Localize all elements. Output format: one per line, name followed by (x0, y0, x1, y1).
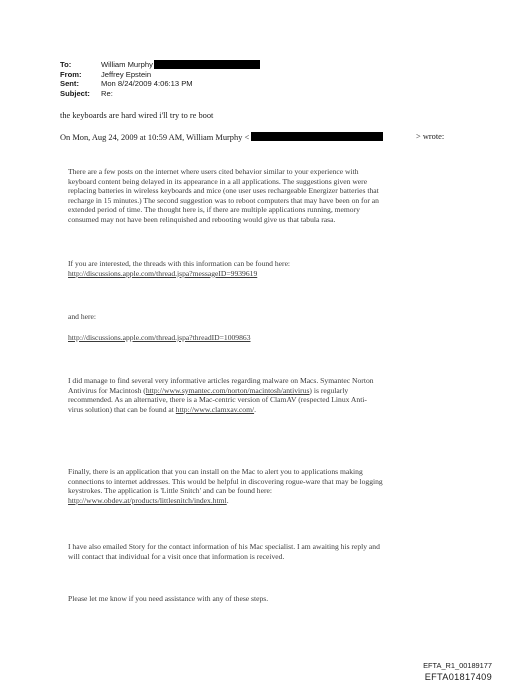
paragraph-threads (68, 259, 452, 278)
paragraph-thread-2 (68, 333, 452, 343)
text-line: replacing batteries in wireless keyboards and mice (one user uses rechargeable Energizer batteries that (68, 186, 379, 195)
paragraph-suggestions (68, 167, 452, 224)
sent-row (60, 79, 360, 89)
redaction-box (154, 60, 260, 69)
reply-text: the keyboards are hard wired i'll try to re boot (60, 111, 214, 120)
bates-number-small: EFTA_R1_00189177 (423, 661, 492, 670)
text-segment: . (254, 404, 256, 414)
thread-link-1[interactable]: http://discussions.apple.com/thread.jspa?messageID=9939619 (68, 268, 258, 278)
text-line (68, 405, 452, 415)
symantec-link[interactable]: http://www.symantec.com/norton/macintosh/antivirus (145, 385, 310, 395)
text-line: extended period of time. The thought here is, if there are multiple applications running, memory (68, 205, 360, 214)
text-line: recharge in 15 minutes.) The second suggestion was to reboot computers that may have been on for an (68, 195, 379, 205)
to-row (60, 60, 360, 70)
text-line: Finally, there is an application that you can install on the Mac to alert you to applications making (68, 467, 363, 476)
to-value: William Murphy (101, 60, 153, 69)
sent-label: Sent: (60, 79, 79, 89)
text-line: recommended. As an alternative, there is a Mac-centric version of ClamAV (respected Linux Anti- (68, 395, 367, 404)
text-segment: . (226, 495, 229, 505)
thread-link-2[interactable]: http://discussions.apple.com/thread.jspa?threadID=1009863 (68, 333, 251, 342)
text-line (68, 496, 452, 506)
from-row (60, 70, 360, 80)
text-line: I did manage to find several very informative articles regarding malware on Macs. Symantec Norton (68, 376, 374, 385)
text-line: will contact that individual for a visit once that information is received. (68, 551, 285, 561)
text-line: There are a few posts on the internet where users cited behavior similar to your experience with (68, 167, 359, 176)
text-line: consumed may not have been relinquished and rebooting would give us that tabula rasa. (68, 214, 336, 224)
text-line: and here: (68, 312, 97, 321)
text-line: I have also emailed Story for the contact information of his Mac specialist. I am awaiting his reply and (68, 542, 380, 551)
text-segment: ) is regularly (309, 385, 349, 395)
text-line (68, 386, 452, 396)
from-label: From: (60, 69, 82, 79)
text-line: keyboard content being delayed in its appearance in a all applications. The suggestions given were (68, 176, 368, 186)
text-segment: Antivirus for Macintosh ( (68, 385, 146, 395)
text-line: Please let me know if you need assistance with any of these steps. (68, 594, 269, 603)
text-segment: virus solution) that can be found at (68, 404, 176, 414)
text-line: If you are interested, the threads with this information can be found here: (68, 259, 291, 268)
from-value: Jeffrey Epstein (101, 69, 152, 79)
quote-wrote: > wrote: (416, 132, 445, 141)
paragraph-mac-specialist (68, 542, 452, 561)
little-snitch-link[interactable]: http://www.obdev.at/products/littlesnitch/index.html (68, 495, 227, 505)
quote-intro: On Mon, Aug 24, 2009 at 10:59 AM, William Murphy < (60, 133, 250, 142)
paragraph-malware (68, 376, 452, 414)
sent-value: Mon 8/24/2009 4:06:13 PM (101, 79, 193, 89)
to-label: To: (60, 60, 72, 69)
clamxav-link[interactable]: http://www.clamxav.com/ (175, 404, 255, 414)
bates-number-large: EFTA01817409 (424, 672, 492, 682)
subject-row (60, 89, 360, 99)
quote-intro-line (60, 132, 460, 142)
text-line: connections to internet addresses. This would be helpful in discovering rogue-ware that may be logging (68, 476, 383, 486)
subject-value: Re: (101, 88, 113, 98)
paragraph-and-here (68, 312, 452, 322)
subject-label: Subject: (60, 88, 90, 98)
paragraph-little-snitch (68, 467, 452, 505)
paragraph-closing (68, 594, 452, 604)
text-line: keystrokes. The application is 'Little Snitch' and can be found here: (68, 486, 272, 495)
email-header (60, 60, 360, 98)
redaction-box (251, 132, 383, 141)
